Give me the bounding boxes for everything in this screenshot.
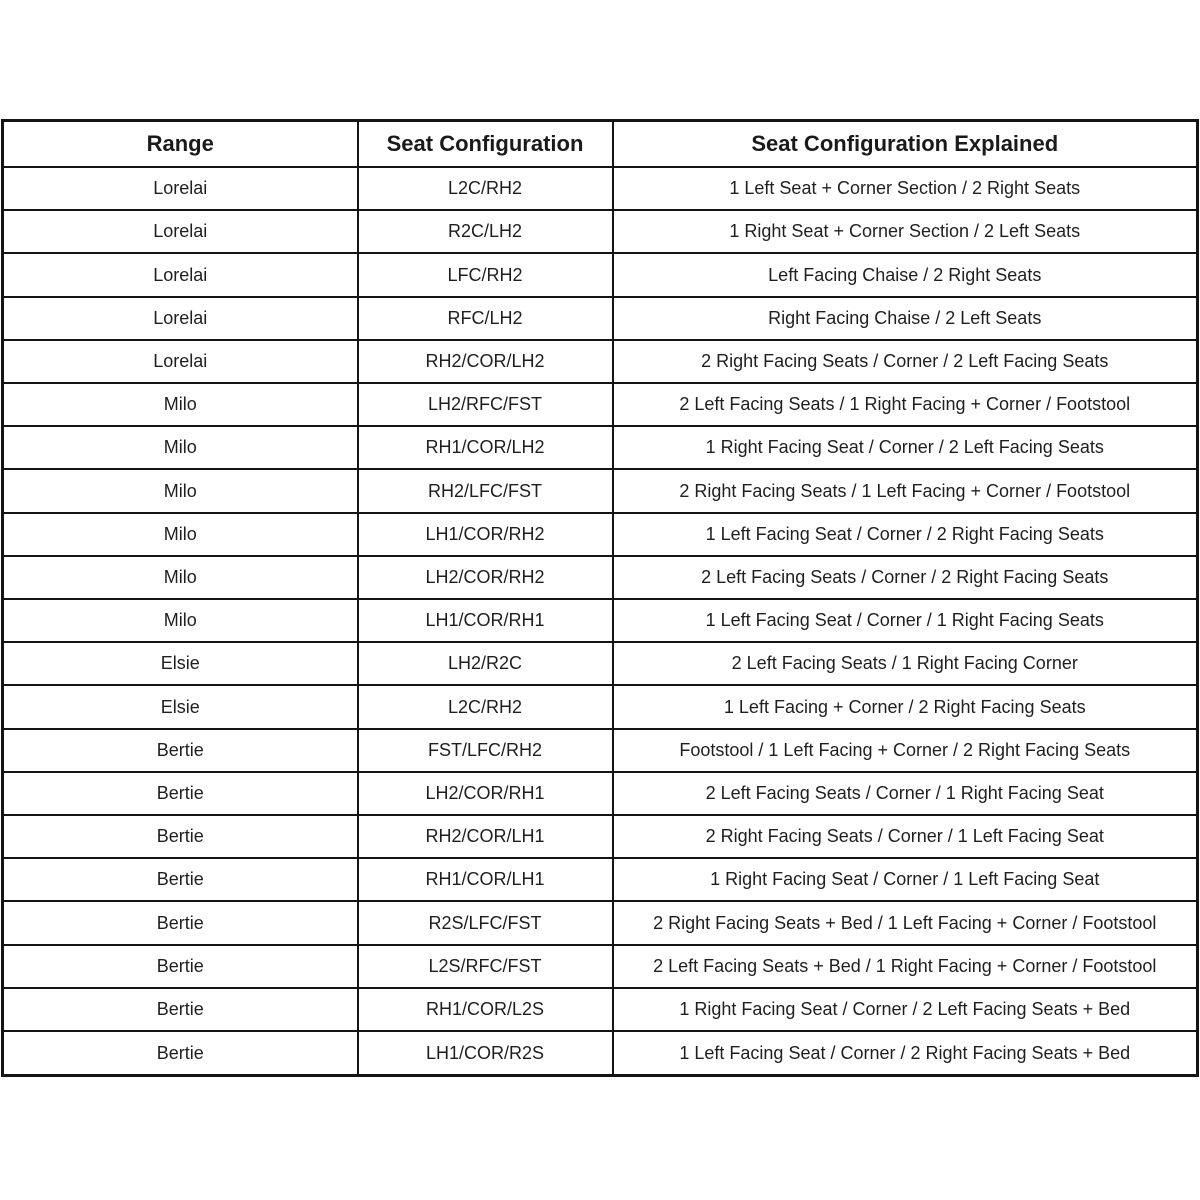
cell-seat-configuration-explained: 2 Right Facing Seats / Corner / 1 Left Facing Seat [613, 815, 1198, 858]
cell-seat-configuration-explained: 2 Left Facing Seats + Bed / 1 Right Facing + Corner / Footstool [613, 945, 1198, 988]
cell-seat-configuration: LH1/COR/R2S [358, 1031, 613, 1075]
table-header [3, 121, 1198, 168]
table-row [3, 901, 1198, 944]
table-body [3, 167, 1198, 1076]
cell-seat-configuration: LFC/RH2 [358, 253, 613, 296]
cell-range: Lorelai [3, 253, 358, 296]
table-row [3, 599, 1198, 642]
cell-range: Bertie [3, 1031, 358, 1075]
table-row [3, 383, 1198, 426]
cell-seat-configuration: FST/LFC/RH2 [358, 729, 613, 772]
cell-seat-configuration-explained: 2 Right Facing Seats / 1 Left Facing + Corner / Footstool [613, 469, 1198, 512]
cell-range: Lorelai [3, 340, 358, 383]
table-row [3, 469, 1198, 512]
table-row [3, 297, 1198, 340]
table-row [3, 167, 1198, 210]
cell-seat-configuration-explained: 2 Left Facing Seats / 1 Right Facing + Corner / Footstool [613, 383, 1198, 426]
cell-seat-configuration: LH2/COR/RH1 [358, 772, 613, 815]
cell-range: Elsie [3, 685, 358, 728]
cell-seat-configuration-explained: Footstool / 1 Left Facing + Corner / 2 Right Facing Seats [613, 729, 1198, 772]
table-row [3, 426, 1198, 469]
cell-range: Bertie [3, 858, 358, 901]
cell-seat-configuration: RH2/LFC/FST [358, 469, 613, 512]
cell-seat-configuration-explained: 1 Left Facing Seat / Corner / 2 Right Facing Seats + Bed [613, 1031, 1198, 1075]
cell-seat-configuration: LH2/RFC/FST [358, 383, 613, 426]
table-row [3, 1031, 1198, 1075]
cell-range: Bertie [3, 729, 358, 772]
table-row [3, 556, 1198, 599]
table-row [3, 945, 1198, 988]
cell-seat-configuration-explained: 2 Left Facing Seats / 1 Right Facing Corner [613, 642, 1198, 685]
cell-seat-configuration-explained: 1 Right Facing Seat / Corner / 2 Left Facing Seats + Bed [613, 988, 1198, 1031]
cell-seat-configuration: L2C/RH2 [358, 167, 613, 210]
column-header-seat-configuration: Seat Configuration [358, 121, 613, 168]
cell-range: Milo [3, 599, 358, 642]
cell-seat-configuration: LH1/COR/RH2 [358, 513, 613, 556]
cell-seat-configuration-explained: 1 Left Facing Seat / Corner / 2 Right Facing Seats [613, 513, 1198, 556]
cell-seat-configuration: LH2/R2C [358, 642, 613, 685]
cell-seat-configuration-explained: 2 Right Facing Seats + Bed / 1 Left Facing + Corner / Footstool [613, 901, 1198, 944]
cell-seat-configuration: RFC/LH2 [358, 297, 613, 340]
cell-seat-configuration-explained: 1 Right Facing Seat / Corner / 1 Left Facing Seat [613, 858, 1198, 901]
cell-seat-configuration-explained: 2 Left Facing Seats / Corner / 1 Right Facing Seat [613, 772, 1198, 815]
cell-seat-configuration: R2C/LH2 [358, 210, 613, 253]
cell-seat-configuration: RH1/COR/L2S [358, 988, 613, 1031]
table-row [3, 642, 1198, 685]
table-row [3, 513, 1198, 556]
seat-configuration-table [1, 119, 1199, 1077]
table-row [3, 815, 1198, 858]
cell-seat-configuration-explained: 1 Left Facing Seat / Corner / 1 Right Facing Seats [613, 599, 1198, 642]
cell-range: Lorelai [3, 167, 358, 210]
table-row [3, 729, 1198, 772]
cell-range: Milo [3, 426, 358, 469]
cell-range: Milo [3, 383, 358, 426]
cell-seat-configuration-explained: 2 Right Facing Seats / Corner / 2 Left Facing Seats [613, 340, 1198, 383]
cell-range: Lorelai [3, 210, 358, 253]
table-row [3, 340, 1198, 383]
cell-range: Milo [3, 469, 358, 512]
cell-seat-configuration: R2S/LFC/FST [358, 901, 613, 944]
cell-seat-configuration-explained: Left Facing Chaise / 2 Right Seats [613, 253, 1198, 296]
table-row [3, 685, 1198, 728]
table-row [3, 210, 1198, 253]
cell-seat-configuration-explained: 1 Right Facing Seat / Corner / 2 Left Facing Seats [613, 426, 1198, 469]
cell-range: Elsie [3, 642, 358, 685]
cell-seat-configuration: RH2/COR/LH2 [358, 340, 613, 383]
seat-configuration-table-wrap [1, 119, 1198, 1077]
cell-seat-configuration: L2C/RH2 [358, 685, 613, 728]
table-row [3, 988, 1198, 1031]
cell-seat-configuration: L2S/RFC/FST [358, 945, 613, 988]
table-row [3, 253, 1198, 296]
cell-seat-configuration: RH2/COR/LH1 [358, 815, 613, 858]
cell-range: Bertie [3, 772, 358, 815]
cell-seat-configuration: RH1/COR/LH2 [358, 426, 613, 469]
column-header-seat-configuration-explained: Seat Configuration Explained [613, 121, 1198, 168]
cell-seat-configuration: RH1/COR/LH1 [358, 858, 613, 901]
cell-seat-configuration: LH2/COR/RH2 [358, 556, 613, 599]
header-row [3, 121, 1198, 168]
cell-range: Bertie [3, 945, 358, 988]
cell-range: Bertie [3, 988, 358, 1031]
cell-seat-configuration-explained: 2 Left Facing Seats / Corner / 2 Right Facing Seats [613, 556, 1198, 599]
cell-range: Milo [3, 513, 358, 556]
cell-range: Lorelai [3, 297, 358, 340]
cell-seat-configuration-explained: 1 Left Facing + Corner / 2 Right Facing Seats [613, 685, 1198, 728]
cell-seat-configuration: LH1/COR/RH1 [358, 599, 613, 642]
column-header-range: Range [3, 121, 358, 168]
cell-seat-configuration-explained: Right Facing Chaise / 2 Left Seats [613, 297, 1198, 340]
cell-range: Bertie [3, 815, 358, 858]
cell-range: Bertie [3, 901, 358, 944]
table-row [3, 772, 1198, 815]
cell-range: Milo [3, 556, 358, 599]
cell-seat-configuration-explained: 1 Left Seat + Corner Section / 2 Right Seats [613, 167, 1198, 210]
cell-seat-configuration-explained: 1 Right Seat + Corner Section / 2 Left Seats [613, 210, 1198, 253]
table-row [3, 858, 1198, 901]
